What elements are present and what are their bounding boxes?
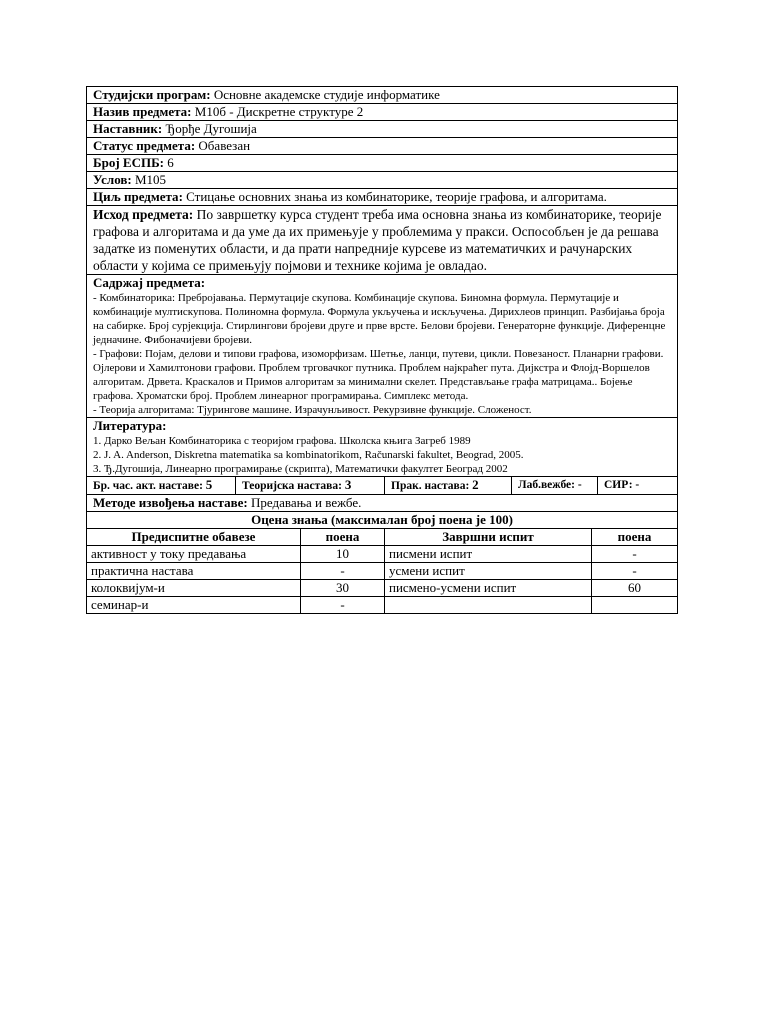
teacher-value: Ђорђе Дугошија <box>165 121 257 136</box>
literature-item: 1. Дарко Вељан Комбинаторика с теоријом графова. Школска књига Загреб 1989 <box>93 435 471 447</box>
program-label: Студијски програм <box>93 87 207 102</box>
pre-points: - <box>301 563 385 580</box>
row-teacher: Наставник: Ђорђе Дугошија <box>87 121 678 138</box>
pre-item: семинар-и <box>87 597 301 614</box>
outcome-value: По завршетку курса студент треба има основна знања из комбинаторике, теорије графова и алгоритама и да уме да их примењује у проблемима у пракси. Оспособљен је да решава задатке из поменутих области, и да прати напредније курсеве из математичких и рачунарских области у којима се примењују појмови и технике којима је овладао. <box>93 207 662 273</box>
grading-header-row <box>87 529 678 546</box>
row-methods: Методе извођења наставе: Предавања и вежбе. <box>87 495 678 512</box>
final-points: - <box>592 563 678 580</box>
grading-title: Оцена знања (максималан број поена је 100) <box>87 512 678 529</box>
row-hours <box>87 477 678 495</box>
theory-value: 3 <box>344 477 352 492</box>
final-points <box>592 597 678 614</box>
literature-item: 2. J. A. Anderson, Diskretna matematika sa kombinatorikom, Računarski fakultet, Beograd, 2005. <box>93 449 524 461</box>
prereq-label: Услов <box>93 172 128 187</box>
content-algorithms: - Теорија алгоритама: Тјурингове машине. Израчунљивост. Рекурзивне функције. Сложеност. <box>93 404 532 416</box>
course-label: Назив предмета <box>93 104 188 119</box>
methods-label: Методе извођења наставе <box>93 495 244 510</box>
course-specification-table <box>86 86 678 529</box>
pre-points: 10 <box>301 546 385 563</box>
practice-value: 2 <box>472 477 479 492</box>
goal-label: Циљ предмета <box>93 189 179 204</box>
table-row <box>87 597 678 614</box>
pre-item: практична настава <box>87 563 301 580</box>
row-grading-title <box>87 512 678 529</box>
row-goal: Циљ предмета: Стицање основних знања из комбинаторике, теорије графова, и алгоритама. <box>87 189 678 206</box>
active-hours-label: Бр. час. акт. наставе: <box>93 480 203 492</box>
methods-value: Предавања и вежбе. <box>251 495 362 510</box>
sir-label: СИР: <box>604 479 633 491</box>
practice-label: Прак. настава: <box>391 480 470 492</box>
literature-label: Литература: <box>93 418 167 433</box>
row-literature <box>87 418 678 477</box>
sir-value: - <box>635 479 640 491</box>
table-row <box>87 580 678 597</box>
program-value: Основне академске студије информатике <box>213 87 440 102</box>
prereq-value: М105 <box>135 172 167 187</box>
content-graphs: - Графови: Појам, делови и типови графова, изоморфизам. Шетње, ланци, путеви, цикли. Повезаност. Планарни графови. Ојлерови и Хамилтонови графови. Проблем трговачког путника. Проблем најкраћег пута. Дијкстра и Флојд-Воршелов алгоритам. Дрвета. Краскалов и Примов алгоритам за минимални скелет. Представљање графа матрицама.. Бојење графова. Хроматски број. Проблем линеарног програмирања. Симплекс метода. <box>93 348 664 402</box>
ects-value: 6 <box>167 155 174 170</box>
pre-points: 30 <box>301 580 385 597</box>
final-item: писмени испит <box>385 546 592 563</box>
lab-value: - <box>577 479 582 491</box>
literature-item: 3. Ђ.Дугошија, Линеарно програмирање (скрипта), Математички факултет Београд 2002 <box>93 463 508 475</box>
row-status: Статус предмета: Обавезан <box>87 138 678 155</box>
course-value: М10б - Дискретне структуре 2 <box>194 104 364 119</box>
row-program: Студијски програм: Основне академске студије информатике <box>87 87 678 104</box>
pre-points: - <box>301 597 385 614</box>
content-label: Садржај предмета: <box>93 275 206 290</box>
theory-label: Теоријска настава: <box>242 480 342 492</box>
final-points: - <box>592 546 678 563</box>
teacher-label: Наставник <box>93 121 158 136</box>
table-row <box>87 563 678 580</box>
final-points: 60 <box>592 580 678 597</box>
final-item: усмени испит <box>385 563 592 580</box>
pre-item: активност у току предавања <box>87 546 301 563</box>
row-outcome: Исход предмета: По завршетку курса студент треба има основна знања из комбинаторике, теорије графова и алгоритама и да уме да их примењује у проблемима у пракси. Оспособљен је да решава задатке из поменутих области, и да прати напредније курсеве из математичких и рачунарских области у којима се примењују појмови и технике којима је овладао. <box>87 206 678 275</box>
final-item: писмено-усмени испит <box>385 580 592 597</box>
row-content <box>87 275 678 418</box>
ects-label: Број ЕСПБ <box>93 155 160 170</box>
row-course: Назив предмета: М10б - Дискретне структуре 2 <box>87 104 678 121</box>
final-item <box>385 597 592 614</box>
status-value: Обавезан <box>198 138 251 153</box>
pre-item: колоквијум-и <box>87 580 301 597</box>
grading-header-final: Завршни испит <box>385 529 592 546</box>
lab-label: Лаб.вежбе: <box>518 479 575 491</box>
content-combinatorics: - Комбинаторика: Пребројавања. Пермутације скупова. Комбинације скупова. Биномна формула. Пермутације и комбинације мултискупова. Полиномна формула. Формула укључења и искључења. Дирихлеов принцип. Разбијања броја на сабирке. Број сурјекција. Стирлингови бројеви друге и прве врсте. Белови бројеви. Генераторне функције. Диференцне једначине. Фибоначијеви бројеви. <box>93 292 666 346</box>
outcome-label: Исход предмета <box>93 207 189 222</box>
row-ects: Број ЕСПБ: 6 <box>87 155 678 172</box>
grading-header-pre: Предиспитне обавезе <box>87 529 301 546</box>
active-hours-value: 5 <box>205 477 213 492</box>
status-label: Статус предмета <box>93 138 191 153</box>
grading-table <box>86 528 678 614</box>
table-row <box>87 546 678 563</box>
row-prereq: Услов: М105 <box>87 172 678 189</box>
grading-header-points-final: поена <box>592 529 678 546</box>
grading-header-points: поена <box>301 529 385 546</box>
goal-value: Стицање основних знања из комбинаторике, теорије графова, и алгоритама. <box>186 189 607 204</box>
